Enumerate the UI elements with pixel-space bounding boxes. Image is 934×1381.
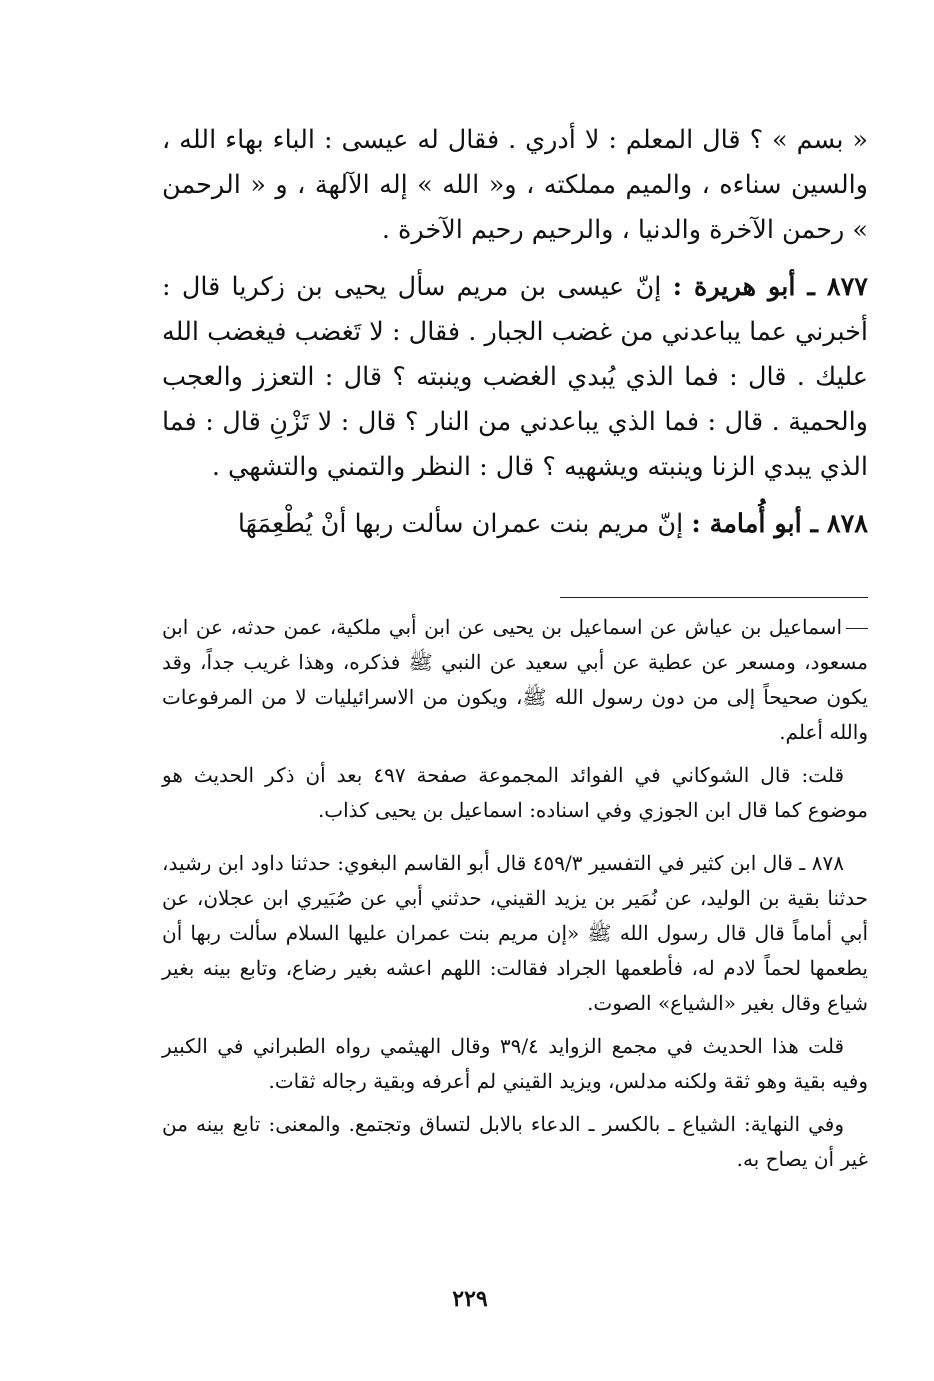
- hadith-878-number: ٨٧٨ ـ أبو أُمامة :: [691, 509, 868, 539]
- footnote-separator: [560, 597, 868, 598]
- hadith-877-number: ٨٧٧ ـ أبو هريرة :: [672, 272, 868, 302]
- footnote-1-text: اسماعيل بن عياش عن اسماعيل بن يحيى عن ابن أبي ملكية، عمن حدثه، عن ابن مسعود، ومسعر عن عطية عن أبي سعيد عن النبي ﷺ فذكره، وهذا غريب جداً، وقد يكون صحيحاً إلى من دون رسول الله ﷺ، ويكون من الاسرائيليات لا من المرفوعات والله أعلم.: [162, 615, 868, 744]
- hadith-877: [162, 265, 868, 490]
- footnotes: [162, 610, 868, 1185]
- paragraph-intro: « بسم » ؟ قال المعلم : لا أدري . فقال له عيسى : الباء بهاء الله ، والسين سناءه ، والميم مملكته ، و« الله » إله الآلهة ، و « الرحمن » رحمن الآخرة والدنيا ، والرحيم رحيم الآخرة .: [162, 125, 868, 245]
- hadith-877-text: إنّ عيسى بن مريم سأل يحيى بن زكريا قال : أخبرني عما يباعدني من غضب الجبار . فقال : لا تَغضب فيغضب الله عليك . قال : فما الذي يُبدي الغضب وينبته ؟ قال : التعزز والعجب والحمية . قال : فما الذي يباعدني من النار ؟ قال : لا تَزْنِ قال : فما الذي يبدي الزنا وينبته ويشهيه ؟ قال : النظر والتمني والتشهي .: [162, 272, 868, 482]
- footnote-2: قلت: قال الشوكاني في الفوائد المجموعة صفحة ٤٩٧ بعد أن ذكر الحديث هو موضوع كما قال ابن الجوزي وفي اسناده: اسماعيل بن يحيى كذاب.: [162, 763, 868, 822]
- footnote-4: قلت هذا الحديث في مجمع الزوايد ٣٩/٤ وقال الهيثمي رواه الطبراني في الكبير وفيه بقية وهو ثقة ولكنه مدلس، ويزيد القيني لم أعرفه وبقية رجاله ثقات.: [162, 1034, 868, 1093]
- continuation-mark: [846, 628, 868, 629]
- page-number: ٢٢٩: [452, 1286, 488, 1312]
- hadith-878: [162, 502, 868, 547]
- hadith-878-text: إنّ مريم بنت عمران سألت ربها أنْ يُطْعِمَهَا: [237, 509, 684, 539]
- footnote-1: [162, 610, 868, 750]
- footnote-3: ٨٧٨ ـ قال ابن كثير في التفسير ٤٥٩/٣ قال أبو القاسم البغوي: حدثنا داود ابن رشيد، حدثنا بقية بن الوليد، عن نُمَير بن يزيد القيني، حدثني أبي عن صُبَيري ابن عجلان، عن أبي أماماً قال قال رسول الله ﷺ «إن مريم بنت عمران عليها السلام سألت ربها أن يطعمها لحماً لادم له، فأطعمها الجراد فقالت: اللهم اعشه بغير رضاع، وتابع بينه بغير شياع وقال بغير «الشياع» الصوت.: [162, 851, 868, 1015]
- footnote-5: وفي النهاية: الشياع ـ بالكسر ـ الدعاء بالابل لتساق وتجتمع. والمعنى: تابع بينه من غير أن يصاح به.: [162, 1112, 868, 1171]
- main-text: [162, 118, 868, 563]
